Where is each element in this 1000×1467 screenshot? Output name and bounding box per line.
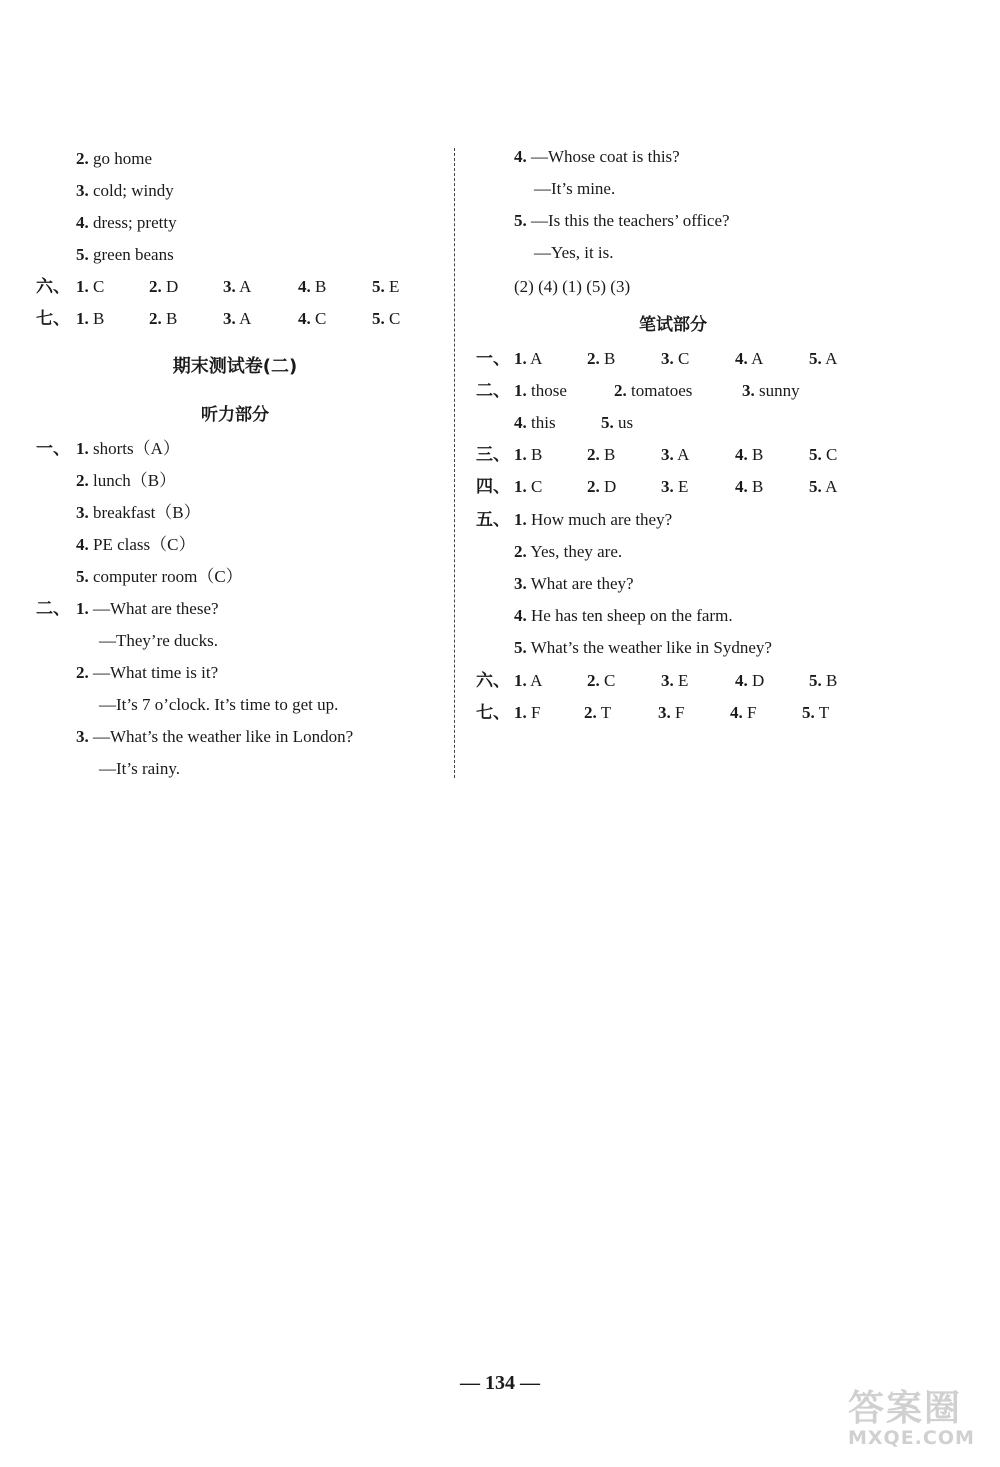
dialogue-question: 5. —Is this the teachers’ office?	[514, 211, 730, 230]
answer-item: 1. C	[514, 477, 543, 496]
answer-item: 2. T	[584, 703, 612, 722]
section-two-label: 二、	[36, 599, 70, 618]
answer-item: 3. E	[661, 477, 689, 496]
dialogue-question: 3. —What’s the weather like in London?	[76, 727, 354, 746]
watermark-url: MXQE.COM	[848, 1427, 975, 1449]
section-one-label: 一、	[476, 349, 510, 368]
answer-item: 5. B	[809, 671, 838, 690]
answer-item: 4. B	[735, 477, 764, 496]
watermark-logo	[848, 1380, 988, 1460]
dialogue-answer: —It’s mine.	[534, 179, 616, 198]
answer-item: 1. C	[76, 277, 105, 296]
answer-item: 2. B	[587, 349, 616, 368]
answer-item: 4. C	[298, 309, 327, 328]
answer-item: 4. B	[735, 445, 764, 464]
answer-item: 5. C	[809, 445, 838, 464]
answer-item: 5. A	[809, 477, 838, 496]
dialogue-question: 4. —Whose coat is this?	[514, 147, 680, 166]
answer-item: 4. F	[730, 703, 757, 722]
answer-item: 1. How much are they?	[514, 510, 673, 529]
answer-item: 4. B	[298, 277, 327, 296]
answer-item: 3. C	[661, 349, 690, 368]
answer-item: 2. D	[587, 477, 617, 496]
section-three-label: 三、	[476, 445, 510, 464]
watermark-text: 答案圈	[848, 1388, 963, 1429]
answer-item: 4. A	[735, 349, 764, 368]
dialogue-answer: —It’s 7 o’clock. It’s time to get up.	[99, 695, 339, 714]
answer-item: 2. B	[149, 309, 178, 328]
page-number: — 134 —	[460, 1372, 540, 1394]
answer-item: 1. shorts（A）	[76, 439, 180, 458]
answer-item: 1. A	[514, 349, 543, 368]
order-answer: (2) (4) (1) (5) (3)	[514, 277, 631, 296]
answer-item: 2. C	[587, 671, 616, 690]
column-divider	[454, 148, 455, 778]
section-seven-left: 七、	[36, 309, 70, 328]
listening-heading: 听力部分	[201, 405, 269, 425]
answer-item: 3. cold; windy	[76, 181, 174, 200]
answer-item: 5. What’s the weather like in Sydney?	[514, 638, 772, 657]
answer-item: 1. F	[514, 703, 541, 722]
answer-item: 5. E	[372, 277, 400, 296]
answer-item: 3. breakfast（B）	[76, 503, 201, 522]
answer-item: 2. go home	[76, 149, 153, 168]
section-six-label: 六、	[476, 671, 510, 690]
answer-item: 3. A	[661, 445, 690, 464]
answer-item: 5. A	[809, 349, 838, 368]
section-five-label: 五、	[476, 510, 510, 529]
answer-item: 2. tomatoes	[614, 381, 693, 400]
section-one-label: 一、	[36, 439, 70, 458]
dialogue-answer: —It’s rainy.	[99, 759, 181, 778]
section-four-label: 四、	[476, 477, 510, 496]
answer-item: 4. D	[735, 671, 765, 690]
answer-item: 3. F	[658, 703, 685, 722]
answer-item: 5. computer room（C）	[76, 567, 243, 586]
answer-item: 4. dress; pretty	[76, 213, 177, 232]
answer-item: 5. T	[802, 703, 830, 722]
dialogue-answer: —Yes, it is.	[534, 243, 614, 262]
section-six-left: 六、	[36, 277, 70, 296]
answer-item: 5. C	[372, 309, 401, 328]
answer-item: 2. lunch（B）	[76, 471, 177, 490]
section-seven-label: 七、	[476, 703, 510, 722]
answer-item: 4. this	[514, 413, 556, 432]
written-heading: 笔试部分	[639, 315, 707, 335]
answer-item: 3. What are they?	[514, 574, 634, 593]
answer-item: 4. He has ten sheep on the farm.	[514, 606, 733, 625]
dialogue-question: 2. —What time is it?	[76, 663, 219, 682]
answer-item: 1. those	[514, 381, 567, 400]
answer-item: 1. B	[76, 309, 105, 328]
answer-item: 3. sunny	[742, 381, 800, 400]
answer-item: 5. green beans	[76, 245, 174, 264]
answer-item: 3. E	[661, 671, 689, 690]
section-two-label: 二、	[476, 381, 510, 400]
answer-item: 1. B	[514, 445, 543, 464]
answer-item: 5. us	[601, 413, 634, 432]
answer-item: 4. PE class（C）	[76, 535, 196, 554]
answer-item: 3. A	[223, 309, 252, 328]
answer-item: 2. D	[149, 277, 179, 296]
test-title: 期末测试卷(二)	[172, 356, 298, 377]
dialogue-answer: —They’re ducks.	[99, 631, 218, 650]
answer-item: 2. Yes, they are.	[514, 542, 623, 561]
dialogue-question: 1. —What are these?	[76, 599, 219, 618]
answer-item: 3. A	[223, 277, 252, 296]
answer-item: 2. B	[587, 445, 616, 464]
answer-item: 1. A	[514, 671, 543, 690]
